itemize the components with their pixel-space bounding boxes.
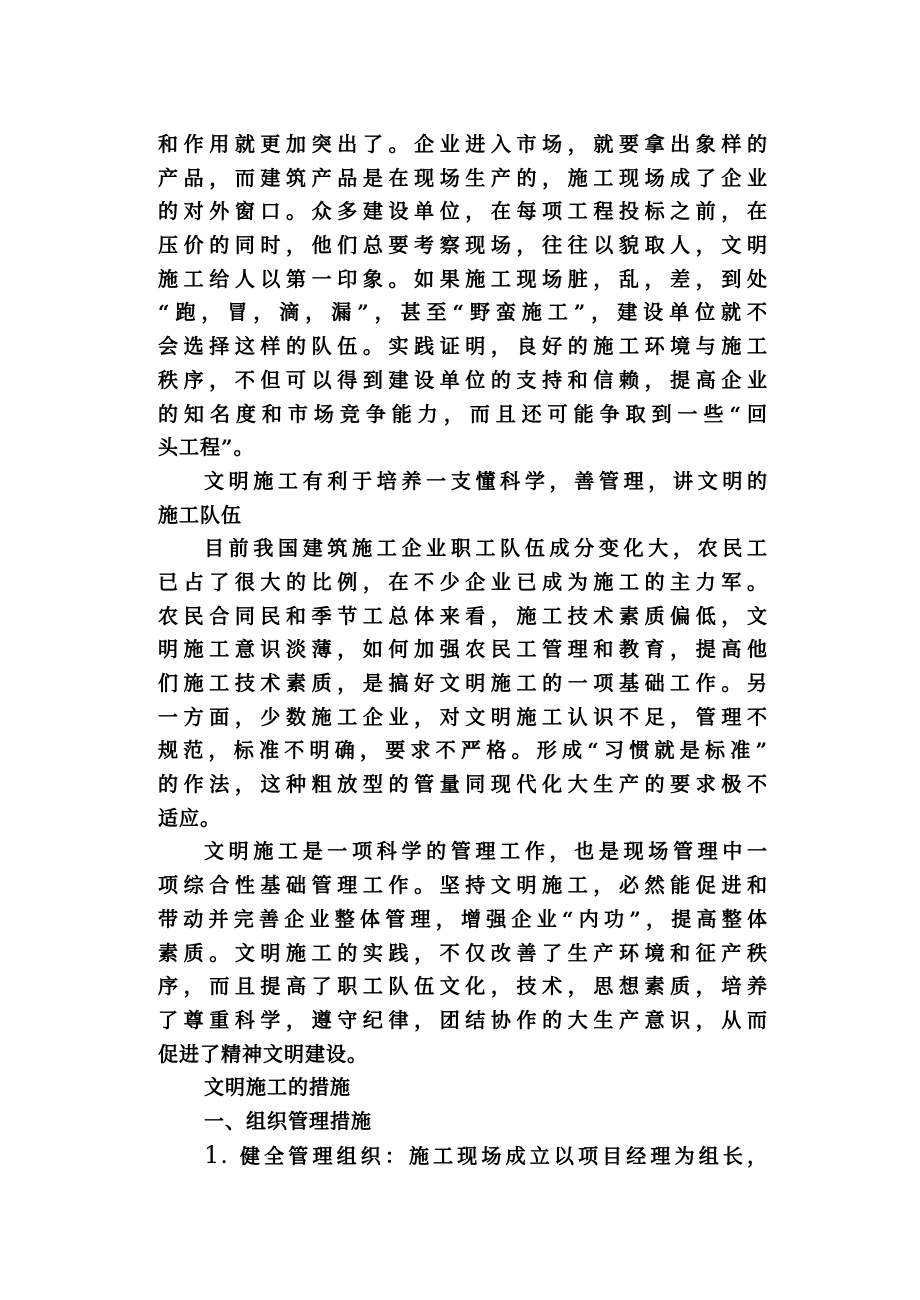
text-line: 的知名度和市场竞争能力，而且还可能争取到一些“回 <box>158 401 768 426</box>
numbered-item <box>158 1139 768 1173</box>
text-line: 施工队伍 <box>158 502 242 527</box>
text-line: 素质。文明施工的实践，不仅改善了生产环境和征产秩 <box>158 940 768 965</box>
text-line: 头工程”。 <box>158 435 255 460</box>
paragraph <box>158 128 768 465</box>
text-line: 目前我国建筑施工企业职工队伍成分变化大，农民工 <box>204 536 768 561</box>
text-line: 明施工意识淡薄，如何加强农民工管理和教育，提高他 <box>158 637 768 662</box>
text-line: 产品，而建筑产品是在现场生产的，施工现场成了企业 <box>158 165 768 190</box>
text-line: 带动并完善企业整体管理，增强企业“内功”，提高整体 <box>158 906 768 931</box>
text-line: 项综合性基础管理工作。坚持文明施工，必然能促进和 <box>158 873 768 898</box>
text-line: 文明施工有利于培养一支懂科学，善管理，讲文明的 <box>204 468 768 493</box>
text-line: 适应。 <box>158 805 221 830</box>
text-line: 序，而且提高了职工队伍文化，技术，思想素质，培养 <box>158 974 768 999</box>
subsection-heading: 一、组织管理措施 <box>204 1108 372 1133</box>
text-line: 施工给人以第一印象。如果施工现场脏，乱，差，到处 <box>158 266 768 291</box>
document-body <box>158 128 768 1172</box>
text-line: 的作法，这种粗放型的管量同现代化大生产的要求极不 <box>158 772 768 797</box>
item-text: 健全管理组织：施工现场成立以项目经理为组长， <box>240 1143 768 1168</box>
text-line: 促进了精神文明建设。 <box>158 1041 368 1066</box>
section-heading <box>158 465 768 532</box>
paragraph <box>158 532 768 835</box>
item-number: 1. <box>204 1140 229 1169</box>
text-line: 压价的同时，他们总要考察现场，往往以貌取人，文明 <box>158 233 768 258</box>
text-line: 会选择这样的队伍。实践证明，良好的施工环境与施工 <box>158 334 768 359</box>
text-line: 一方面，少数施工企业，对文明施工认识不足，管理不 <box>158 704 768 729</box>
text-line: “跑，冒，滴，漏”，甚至“野蛮施工”，建设单位就不 <box>158 300 768 325</box>
text-line: 秩序，不但可以得到建设单位的支持和信赖，提高企业 <box>158 367 768 392</box>
section-heading: 文明施工的措施 <box>204 1075 351 1100</box>
text-line: 们施工技术素质，是搞好文明施工的一项基础工作。另 <box>158 671 768 695</box>
text-line: 和作用就更加突出了。企业进入市场，就要拿出象样的 <box>158 132 768 156</box>
text-line: 已占了很大的比例，在不少企业已成为施工的主力军。 <box>158 569 768 594</box>
text-line: 农民合同民和季节工总体来看，施工技术素质偏低，文 <box>158 603 768 628</box>
paragraph <box>158 835 768 1071</box>
text-line: 了尊重科学，遵守纪律，团结协作的大生产意识，从而 <box>158 1007 768 1032</box>
text-line: 的对外窗口。众多建设单位，在每项工程投标之前，在 <box>158 199 768 224</box>
text-line: 规范，标准不明确，要求不严格。形成“习惯就是标准” <box>158 738 768 763</box>
text-line: 文明施工是一项科学的管理工作，也是现场管理中一 <box>204 839 768 864</box>
